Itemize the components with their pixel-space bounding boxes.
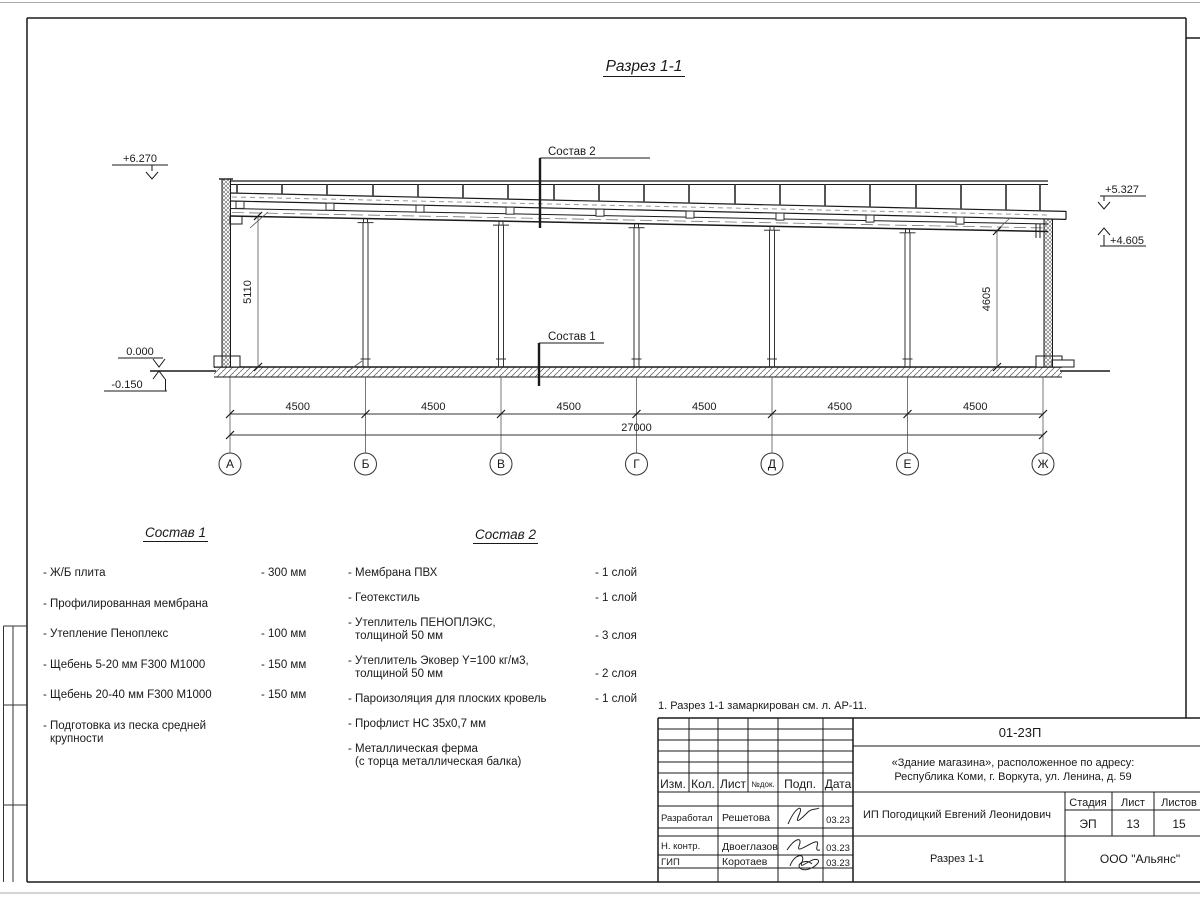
axis-d: Д bbox=[767, 457, 777, 471]
list-item: - Утеплитель ПЕНОПЛЭКС, толщиной 50 мм - 3 слоя bbox=[348, 617, 637, 642]
axis-e: Е bbox=[903, 457, 912, 471]
dim-height-right: 4605 bbox=[981, 286, 993, 312]
sheet-note: 1. Разрез 1-1 замаркирован см. л. АР-11. bbox=[658, 700, 867, 712]
row1-role: Разработал bbox=[661, 813, 713, 824]
list-item: - Профилированная мембрана bbox=[43, 597, 208, 610]
drawing-title-cell: Разрез 1-1 bbox=[929, 853, 985, 865]
dim-bay-6: 4500 bbox=[963, 401, 988, 413]
project-line2: Республика Коми, г. Воркута, ул. Ленина, д. 59 bbox=[894, 771, 1132, 783]
list-item: - Щебень 5-20 мм F300 М1000 - 150 мм bbox=[43, 658, 307, 671]
list-item: - Геотекстиль - 1 слой bbox=[348, 592, 638, 604]
roof-posts bbox=[237, 185, 1040, 211]
list-item: - Мембрана ПВХ - 1 слой bbox=[348, 567, 638, 579]
composition1-heading: Состав 1 bbox=[145, 525, 206, 540]
list-item: - Утепление Пеноплекс - 100 мм bbox=[43, 628, 307, 640]
row2-role: Н. контр. bbox=[661, 841, 701, 852]
row3-name: Коротаев bbox=[722, 856, 768, 868]
wall-left bbox=[222, 179, 231, 367]
row1-date: 03.23 bbox=[826, 815, 850, 826]
row3-date: 03.23 bbox=[826, 858, 850, 869]
wall-right bbox=[1044, 219, 1053, 367]
composition2-heading: Состав 2 bbox=[475, 527, 536, 542]
axis-bubbles bbox=[219, 453, 1054, 475]
elevation-texts bbox=[111, 153, 1144, 391]
signature-2 bbox=[787, 840, 820, 851]
level-ground-text: -0.150 bbox=[111, 379, 143, 391]
stage-label: Стадия bbox=[1069, 797, 1107, 809]
level-floor-text: 0.000 bbox=[126, 346, 154, 358]
axis-a: А bbox=[225, 457, 235, 471]
doc-number: 01-23П bbox=[998, 725, 1042, 740]
col-data: Дата bbox=[824, 777, 852, 791]
row3-role: ГИП bbox=[661, 857, 680, 868]
list-item: - Металлическая ферма (с торца металлическая балка) bbox=[348, 743, 522, 768]
list-item: - Пароизоляция для плоских кровель - 1 слой bbox=[348, 693, 638, 705]
level-roof-right bbox=[1098, 196, 1146, 209]
list-item: - Утеплитель Эковер Y=100 кг/м3, толщиной 50 мм - 2 слоя bbox=[348, 655, 637, 680]
col-izm: Изм. bbox=[660, 777, 686, 791]
dim-bay-1: 4500 bbox=[285, 401, 311, 413]
dimensions bbox=[226, 212, 1047, 453]
level-floor bbox=[118, 358, 165, 367]
sheet-value: 13 bbox=[1126, 817, 1140, 831]
composition-callouts bbox=[539, 146, 650, 386]
project-line1: «Здание магазина», расположенное по адресу: bbox=[891, 757, 1135, 769]
axis-g: Г bbox=[633, 457, 640, 471]
col-list: Лист bbox=[719, 777, 747, 791]
callout-sostav2: Состав 2 bbox=[548, 146, 596, 158]
list-item: - Ж/Б плита - 300 мм bbox=[43, 567, 307, 579]
row2-date: 03.23 bbox=[826, 843, 850, 854]
level-roof-right-text: +5.327 bbox=[1105, 184, 1139, 196]
title-block-text bbox=[660, 725, 1197, 869]
axis-b: Б bbox=[361, 457, 370, 471]
col-kol: Кол. bbox=[691, 777, 715, 791]
list-item: - Подготовка из песка средней крупности bbox=[43, 719, 207, 745]
sheet-label: Лист bbox=[1121, 797, 1145, 809]
axis-v: В bbox=[496, 457, 506, 471]
signature-1 bbox=[788, 808, 819, 824]
dim-bay-3: 4500 bbox=[556, 401, 582, 413]
level-eave-left-text: +6.270 bbox=[123, 153, 157, 165]
elevation-marks bbox=[104, 165, 1146, 391]
client: ИП Погодицкий Евгений Леонидович bbox=[863, 809, 1051, 821]
company: ООО "Альянс" bbox=[1099, 852, 1181, 866]
axis-zh: Ж bbox=[1037, 457, 1049, 471]
page-title: Разрез 1-1 bbox=[563, 58, 725, 76]
frame-left-boxes bbox=[4, 626, 28, 882]
composition1-list bbox=[43, 567, 323, 763]
building-section bbox=[150, 179, 1110, 377]
dim-bay-5: 4500 bbox=[827, 401, 853, 413]
signatures bbox=[787, 808, 820, 870]
callout-sostav1: Состав 1 bbox=[548, 331, 596, 343]
stage-value: ЭП bbox=[1079, 817, 1097, 831]
floor-slab bbox=[214, 367, 1062, 377]
col-ndok: №док. bbox=[751, 780, 775, 789]
level-truss-right-text: +4.605 bbox=[1110, 235, 1144, 247]
sheets-value: 15 bbox=[1172, 817, 1186, 831]
list-item: - Щебень 20-40 мм F300 М1000 - 150 мм bbox=[43, 689, 307, 701]
row2-name: Двоеглазов bbox=[722, 841, 778, 853]
dim-height-left: 5110 bbox=[242, 280, 254, 304]
columns bbox=[358, 219, 916, 367]
sheets-label: Листов bbox=[1161, 797, 1197, 809]
list-item: - Профлист НС 35х0,7 мм bbox=[348, 718, 486, 730]
dim-total: 27000 bbox=[621, 422, 652, 434]
col-podp: Подп. bbox=[784, 777, 816, 791]
row1-name: Решетова bbox=[722, 812, 771, 824]
dim-bay-4: 4500 bbox=[692, 401, 717, 413]
composition2-list bbox=[348, 567, 658, 781]
level-eave-left bbox=[112, 165, 168, 179]
dim-bay-2: 4500 bbox=[421, 401, 446, 413]
